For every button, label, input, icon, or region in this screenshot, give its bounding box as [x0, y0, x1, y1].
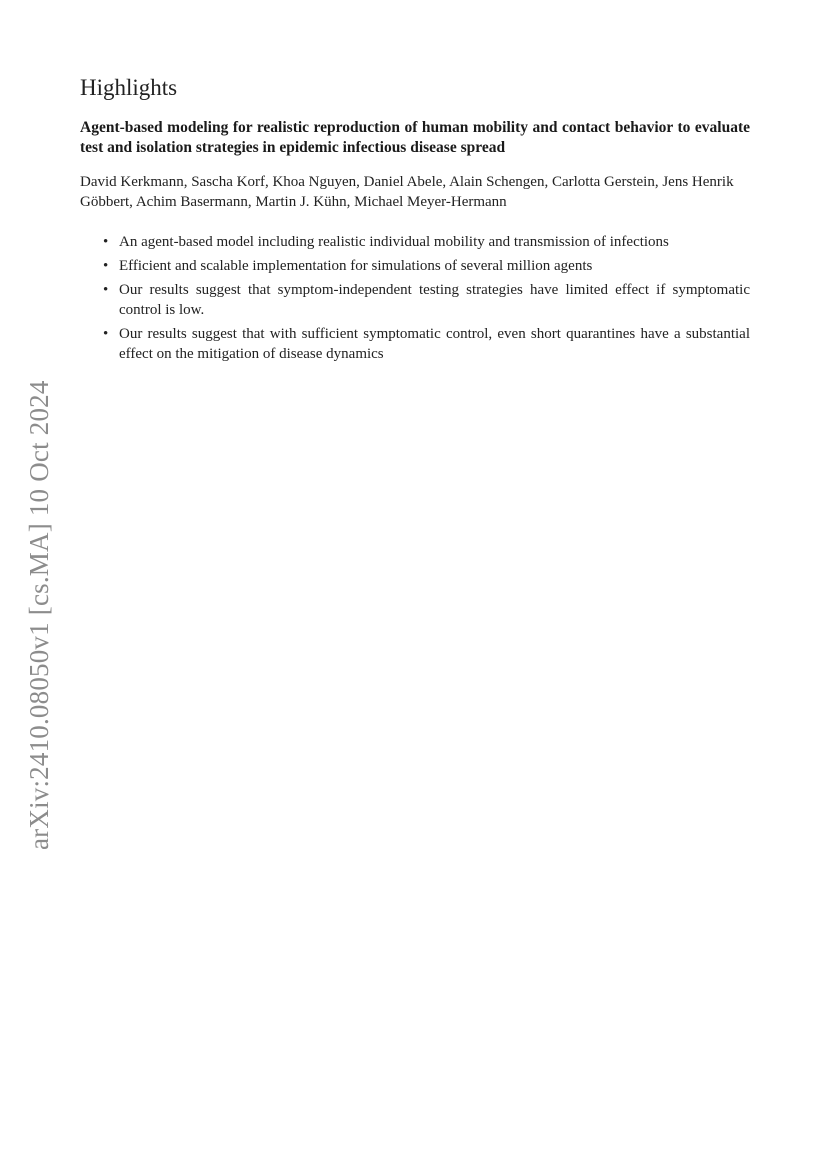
highlight-text: Our results suggest that with sufficient symptomatic control, even short quarantines have a substantial effect on the mitigation of disease dynamics — [119, 326, 750, 362]
paper-title: Agent-based modeling for realistic reproduction of human mobility and contact behavior to evaluate test and isolation strategies in epidemic infectious disease spread — [80, 119, 750, 156]
highlight-item — [105, 280, 750, 320]
highlight-text: Our results suggest that symptom-independent testing strategies have limited effect if symptomatic control is low. — [119, 282, 750, 318]
highlight-text: An agent-based model including realistic individual mobility and transmission of infections — [119, 234, 669, 250]
highlight-item — [105, 324, 750, 364]
bullet-icon: • — [103, 282, 109, 298]
bullet-icon: • — [103, 234, 109, 250]
author-list: David Kerkmann, Sascha Korf, Khoa Nguyen, Daniel Abele, Alain Schengen, Carlotta Gerstein, Jens Henrik Göbbert, Achim Basermann, Martin J. Kühn, Michael Meyer-Hermann — [80, 174, 734, 210]
arxiv-identifier-stamp: arXiv:2410.08050v1 [cs.MA] 10 Oct 2024 — [24, 380, 54, 850]
highlight-text: Efficient and scalable implementation for simulations of several million agents — [119, 258, 593, 274]
highlight-item — [105, 256, 750, 276]
highlights-section — [80, 74, 750, 368]
bullet-icon: • — [103, 258, 109, 274]
section-heading: Highlights — [80, 75, 178, 100]
highlights-list — [80, 232, 750, 364]
bullet-icon: • — [103, 326, 109, 342]
highlight-item — [105, 232, 750, 252]
